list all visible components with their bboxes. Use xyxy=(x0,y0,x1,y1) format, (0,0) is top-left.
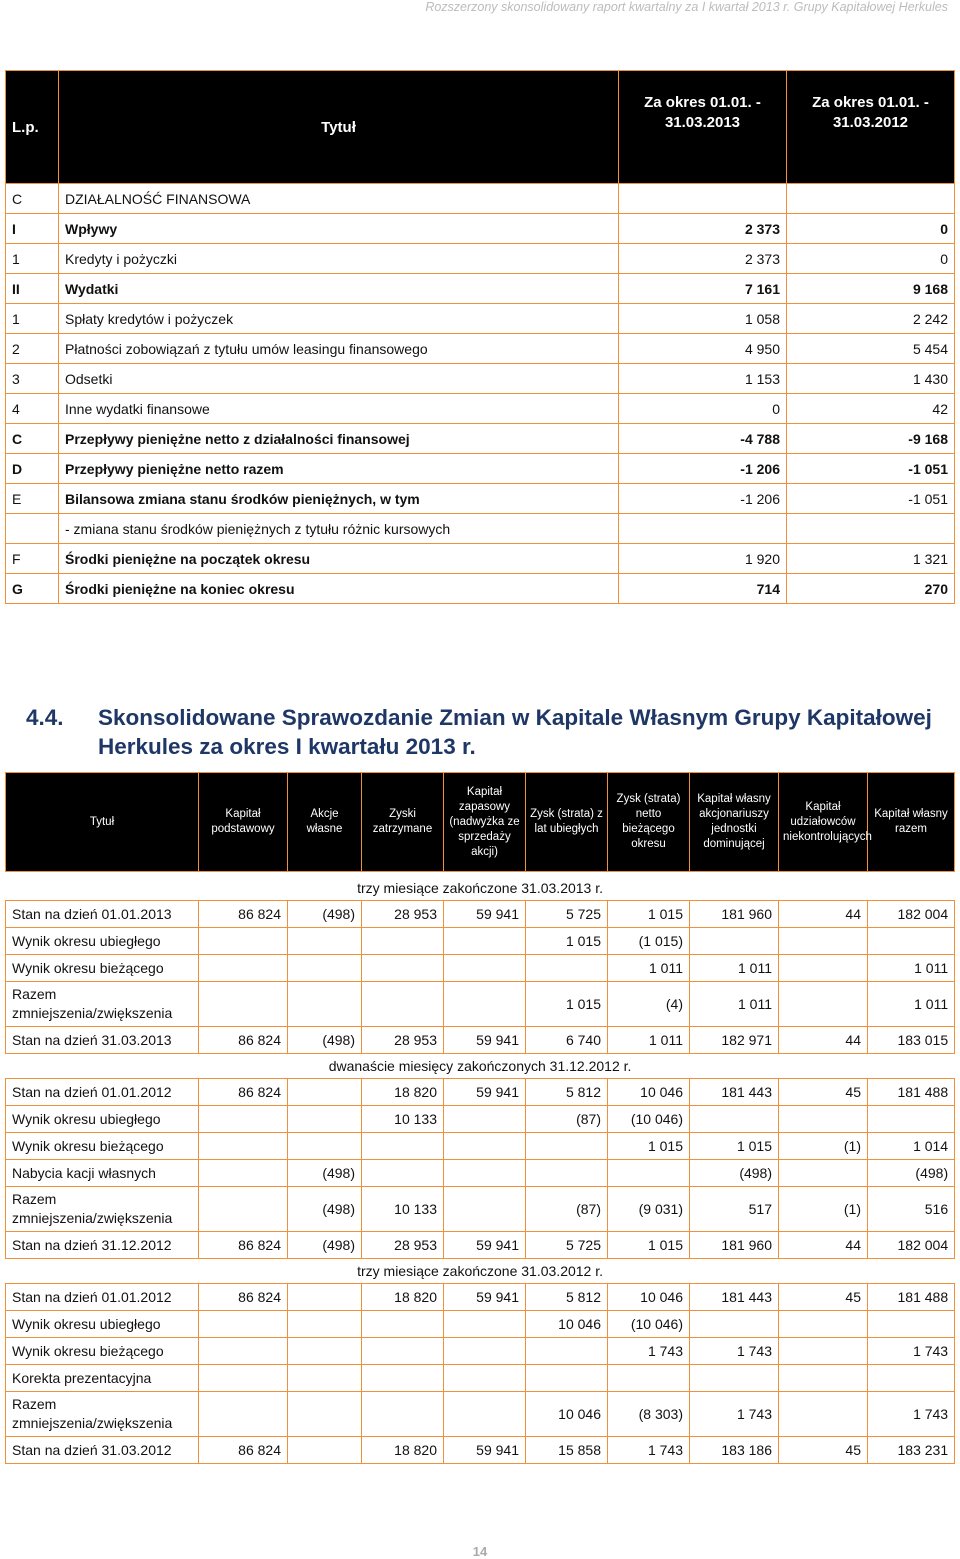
equity-period-title: dwanaście miesięcy zakończonych 31.12.2012 r. xyxy=(328,1058,632,1074)
cashflow-title: Odsetki xyxy=(59,364,619,394)
equity-cell xyxy=(199,1392,288,1437)
equity-cell: (498) xyxy=(288,1160,362,1187)
equity-row-label: Razem zmniejszenia/zwiększenia xyxy=(6,982,199,1027)
cashflow-row xyxy=(6,574,955,604)
cashflow-value-2012: 0 xyxy=(787,214,955,244)
cashflow-value-2013: 1 058 xyxy=(619,304,787,334)
equity-cell: (498) xyxy=(690,1160,779,1187)
cashflow-title: Wpływy xyxy=(59,214,619,244)
equity-cell: (4) xyxy=(608,982,690,1027)
equity-col-header: Kapitał podstawowy xyxy=(199,773,288,872)
equity-cell: 86 824 xyxy=(199,1027,288,1054)
cashflow-lp: 1 xyxy=(6,304,59,334)
equity-row xyxy=(6,1311,955,1338)
equity-col-header: Zyski zatrzymane xyxy=(362,773,444,872)
cashflow-lp: G xyxy=(6,574,59,604)
section-heading xyxy=(26,703,956,759)
page-number: 14 xyxy=(472,1544,488,1559)
equity-cell: 10 133 xyxy=(362,1106,444,1133)
cashflow-value-2012 xyxy=(787,184,955,214)
equity-cell: 1 011 xyxy=(690,982,779,1027)
equity-cell xyxy=(199,1338,288,1365)
cashflow-value-2013: 2 373 xyxy=(619,214,787,244)
equity-cell: (1) xyxy=(779,1187,868,1232)
equity-cell: 18 820 xyxy=(362,1284,444,1311)
equity-col-header: Kapitał udziałowców niekontrolujących xyxy=(779,773,868,872)
equity-cell: 45 xyxy=(779,1284,868,1311)
equity-cell: 1 743 xyxy=(868,1392,955,1437)
equity-cell: 5 812 xyxy=(526,1284,608,1311)
equity-cell xyxy=(199,955,288,982)
equity-row xyxy=(6,1338,955,1365)
equity-cell: 1 015 xyxy=(526,928,608,955)
cashflow-value-2013: 1 920 xyxy=(619,544,787,574)
equity-cell xyxy=(362,1365,444,1392)
section-number: 4.4. xyxy=(26,705,64,730)
equity-cell: 183 186 xyxy=(690,1437,779,1464)
equity-cell: 1 743 xyxy=(608,1338,690,1365)
equity-row-label: Stan na dzień 01.01.2012 xyxy=(6,1284,199,1311)
document-header: Rozszerzony skonsolidowany raport kwartalny za I kwartał 2013 r. Grupy Kapitałowej Herkules xyxy=(425,0,948,14)
cashflow-title: Środki pieniężne na koniec okresu xyxy=(59,574,619,604)
equity-cell: 517 xyxy=(690,1187,779,1232)
cashflow-title: Bilansowa zmiana stanu środków pieniężnych, w tym xyxy=(59,484,619,514)
equity-cell xyxy=(690,1311,779,1338)
cashflow-title: Przepływy pieniężne netto z działalności finansowej xyxy=(59,424,619,454)
equity-cell: 181 960 xyxy=(690,1232,779,1259)
equity-row-label: Wynik okresu ubiegłego xyxy=(6,928,199,955)
equity-cell xyxy=(444,1338,526,1365)
equity-cell xyxy=(362,1392,444,1437)
cashflow-row xyxy=(6,214,955,244)
equity-cell xyxy=(444,928,526,955)
equity-table xyxy=(5,876,955,1464)
cashflow-value-2013: 4 950 xyxy=(619,334,787,364)
equity-cell xyxy=(526,1365,608,1392)
cashflow-lp: 3 xyxy=(6,364,59,394)
equity-cell: (10 046) xyxy=(608,1106,690,1133)
cashflow-title: Przepływy pieniężne netto razem xyxy=(59,454,619,484)
equity-cell xyxy=(199,1106,288,1133)
equity-cell: 1 015 xyxy=(526,982,608,1027)
equity-row xyxy=(6,1133,955,1160)
equity-cell: 1 015 xyxy=(608,1232,690,1259)
equity-cell: 86 824 xyxy=(199,1284,288,1311)
equity-row-label: Korekta prezentacyjna xyxy=(6,1365,199,1392)
cashflow-row xyxy=(6,364,955,394)
cashflow-title: DZIAŁALNOŚĆ FINANSOWA xyxy=(59,184,619,214)
equity-cell: 18 820 xyxy=(362,1437,444,1464)
equity-row-label: Stan na dzień 31.03.2012 xyxy=(6,1437,199,1464)
cashflow-lp xyxy=(6,514,59,544)
equity-cell xyxy=(444,1392,526,1437)
equity-col-header: Akcje własne xyxy=(288,773,362,872)
equity-cell: 1 743 xyxy=(690,1392,779,1437)
equity-cell xyxy=(288,1106,362,1133)
cashflow-value-2013: -1 206 xyxy=(619,454,787,484)
equity-cell xyxy=(288,1365,362,1392)
equity-row xyxy=(6,1187,955,1232)
equity-cell xyxy=(288,982,362,1027)
cashflow-value-2012: 5 454 xyxy=(787,334,955,364)
equity-cell xyxy=(690,1106,779,1133)
cashflow-value-2012: -9 168 xyxy=(787,424,955,454)
equity-cell xyxy=(362,955,444,982)
cashflow-value-2013: -1 206 xyxy=(619,484,787,514)
equity-cell: 1 015 xyxy=(690,1133,779,1160)
cashflow-lp: C xyxy=(6,424,59,454)
equity-cell: 28 953 xyxy=(362,901,444,928)
equity-cell xyxy=(779,928,868,955)
equity-row xyxy=(6,1284,955,1311)
equity-col-header: Kapitał zapasowy (nadwyżka ze sprzedaży akcji) xyxy=(444,773,526,872)
equity-cell: 10 133 xyxy=(362,1187,444,1232)
equity-cell: 86 824 xyxy=(199,1232,288,1259)
equity-row-label: Razem zmniejszenia/zwiększenia xyxy=(6,1187,199,1232)
equity-cell xyxy=(868,1311,955,1338)
equity-cell: 1 743 xyxy=(868,1338,955,1365)
equity-cell xyxy=(362,982,444,1027)
cashflow-value-2013: 7 161 xyxy=(619,274,787,304)
equity-cell xyxy=(199,928,288,955)
equity-cell: 181 960 xyxy=(690,901,779,928)
cashflow-row xyxy=(6,484,955,514)
equity-row-label: Wynik okresu bieżącego xyxy=(6,1133,199,1160)
cashflow-value-2012: 42 xyxy=(787,394,955,424)
cashflow-row xyxy=(6,454,955,484)
equity-row xyxy=(6,1232,955,1259)
equity-cell: 44 xyxy=(779,901,868,928)
equity-cell xyxy=(690,1365,779,1392)
equity-cell: (498) xyxy=(288,1232,362,1259)
cashflow-lp: 2 xyxy=(6,334,59,364)
equity-cell: 6 740 xyxy=(526,1027,608,1054)
equity-cell: (10 046) xyxy=(608,1311,690,1338)
equity-row-label: Stan na dzień 01.01.2012 xyxy=(6,1079,199,1106)
equity-cell xyxy=(199,1187,288,1232)
equity-cell xyxy=(362,1133,444,1160)
equity-cell: 59 941 xyxy=(444,1027,526,1054)
cashflow-row xyxy=(6,334,955,364)
cashflow-value-2012 xyxy=(787,514,955,544)
equity-cell xyxy=(288,1437,362,1464)
equity-cell: 182 971 xyxy=(690,1027,779,1054)
cashflow-value-2012: 270 xyxy=(787,574,955,604)
cashflow-value-2013 xyxy=(619,184,787,214)
equity-col-header: Zysk (strata) netto bieżącego okresu xyxy=(608,773,690,872)
equity-cell xyxy=(288,1133,362,1160)
equity-cell: 1 014 xyxy=(868,1133,955,1160)
equity-period-row xyxy=(6,876,955,901)
equity-cell xyxy=(288,955,362,982)
equity-cell xyxy=(526,955,608,982)
equity-row xyxy=(6,955,955,982)
equity-row xyxy=(6,901,955,928)
cashflow-title: Inne wydatki finansowe xyxy=(59,394,619,424)
cashflow-lp: 1 xyxy=(6,244,59,274)
equity-cell xyxy=(362,1338,444,1365)
cashflow-row xyxy=(6,514,955,544)
equity-row-label: Wynik okresu bieżącego xyxy=(6,1338,199,1365)
cashflow-value-2012: 1 321 xyxy=(787,544,955,574)
col-lp: L.p. xyxy=(6,71,59,184)
equity-cell: 1 011 xyxy=(608,1027,690,1054)
cashflow-lp: D xyxy=(6,454,59,484)
cashflow-lp: F xyxy=(6,544,59,574)
equity-cell xyxy=(444,1311,526,1338)
equity-row xyxy=(6,1106,955,1133)
equity-cell: 28 953 xyxy=(362,1232,444,1259)
equity-cell: 10 046 xyxy=(526,1392,608,1437)
equity-cell xyxy=(608,1365,690,1392)
equity-cell: 5 812 xyxy=(526,1079,608,1106)
equity-cell: 181 488 xyxy=(868,1079,955,1106)
equity-cell xyxy=(779,1338,868,1365)
cashflow-title: Płatności zobowiązań z tytułu umów leasingu finansowego xyxy=(59,334,619,364)
equity-cell xyxy=(362,928,444,955)
equity-period-title: trzy miesiące zakończone 31.03.2013 r. xyxy=(357,880,604,896)
equity-row-label: Stan na dzień 01.01.2013 xyxy=(6,901,199,928)
equity-period-row xyxy=(6,1054,955,1079)
equity-row-label: Stan na dzień 31.12.2012 xyxy=(6,1232,199,1259)
equity-cell: 183 231 xyxy=(868,1437,955,1464)
equity-col-header: Kapitał własny razem xyxy=(868,773,955,872)
equity-row xyxy=(6,928,955,955)
cashflow-value-2012: 1 430 xyxy=(787,364,955,394)
equity-cell: 59 941 xyxy=(444,1284,526,1311)
cashflow-value-2013: 2 373 xyxy=(619,244,787,274)
equity-row-label: Stan na dzień 31.03.2013 xyxy=(6,1027,199,1054)
cashflow-row xyxy=(6,424,955,454)
equity-cell xyxy=(779,1311,868,1338)
equity-cell: (8 303) xyxy=(608,1392,690,1437)
equity-col-header: Tytuł xyxy=(6,773,199,872)
cashflow-value-2012: 2 242 xyxy=(787,304,955,334)
equity-cell xyxy=(444,1106,526,1133)
col-period-2012: Za okres 01.01. - 31.03.2012 xyxy=(787,71,955,184)
cashflow-row xyxy=(6,244,955,274)
equity-cell: 59 941 xyxy=(444,1232,526,1259)
equity-cell: 1 011 xyxy=(868,982,955,1027)
cashflow-value-2013: 714 xyxy=(619,574,787,604)
equity-cell xyxy=(444,955,526,982)
equity-cell xyxy=(779,1365,868,1392)
equity-cell xyxy=(444,1187,526,1232)
equity-cell: 1 743 xyxy=(608,1437,690,1464)
equity-cell: 10 046 xyxy=(608,1079,690,1106)
equity-cell xyxy=(444,1160,526,1187)
cashflow-value-2013 xyxy=(619,514,787,544)
equity-row xyxy=(6,982,955,1027)
col-title: Tytuł xyxy=(59,71,619,184)
equity-cell: 1 743 xyxy=(690,1338,779,1365)
cashflow-lp: I xyxy=(6,214,59,244)
equity-cell xyxy=(199,1160,288,1187)
cashflow-value-2012: -1 051 xyxy=(787,454,955,484)
cashflow-row xyxy=(6,184,955,214)
equity-row-label: Wynik okresu ubiegłego xyxy=(6,1106,199,1133)
equity-period-row xyxy=(6,1259,955,1284)
equity-cell xyxy=(288,928,362,955)
equity-cell xyxy=(444,982,526,1027)
cashflow-row xyxy=(6,274,955,304)
equity-cell xyxy=(779,1106,868,1133)
equity-cell: 1 015 xyxy=(608,901,690,928)
equity-cell xyxy=(288,1392,362,1437)
equity-cell: 1 011 xyxy=(690,955,779,982)
equity-row xyxy=(6,1160,955,1187)
cashflow-lp: II xyxy=(6,274,59,304)
equity-period-title: trzy miesiące zakończone 31.03.2012 r. xyxy=(357,1263,604,1279)
cashflow-row xyxy=(6,544,955,574)
equity-col-header: Zysk (strata) z lat ubiegłych xyxy=(526,773,608,872)
cashflow-value-2013: 1 153 xyxy=(619,364,787,394)
equity-cell xyxy=(868,1106,955,1133)
equity-cell: (87) xyxy=(526,1106,608,1133)
equity-cell: 15 858 xyxy=(526,1437,608,1464)
equity-cell: (87) xyxy=(526,1187,608,1232)
cashflow-header-row xyxy=(6,71,955,184)
col-period-2013: Za okres 01.01. - 31.03.2013 xyxy=(619,71,787,184)
equity-cell xyxy=(526,1338,608,1365)
equity-row-label: Wynik okresu bieżącego xyxy=(6,955,199,982)
equity-cell: (498) xyxy=(288,1187,362,1232)
equity-cell xyxy=(199,1133,288,1160)
equity-cell: 5 725 xyxy=(526,1232,608,1259)
equity-cell xyxy=(526,1133,608,1160)
equity-cell xyxy=(362,1311,444,1338)
equity-cell: (1) xyxy=(779,1133,868,1160)
equity-cell: (498) xyxy=(288,901,362,928)
equity-cell: 28 953 xyxy=(362,1027,444,1054)
equity-cell xyxy=(444,1133,526,1160)
cashflow-row xyxy=(6,394,955,424)
equity-cell: (1 015) xyxy=(608,928,690,955)
equity-cell: 183 015 xyxy=(868,1027,955,1054)
cashflow-title: Środki pieniężne na początek okresu xyxy=(59,544,619,574)
equity-row-label: Nabycia kacji własnych xyxy=(6,1160,199,1187)
equity-row xyxy=(6,1027,955,1054)
cashflow-value-2013: 0 xyxy=(619,394,787,424)
equity-cell xyxy=(199,982,288,1027)
equity-cell: 44 xyxy=(779,1027,868,1054)
equity-cell: 86 824 xyxy=(199,1437,288,1464)
equity-cell: 1 011 xyxy=(868,955,955,982)
equity-cell: (9 031) xyxy=(608,1187,690,1232)
equity-cell: 45 xyxy=(779,1437,868,1464)
equity-cell xyxy=(362,1160,444,1187)
equity-cell: 59 941 xyxy=(444,901,526,928)
equity-row xyxy=(6,1437,955,1464)
equity-cell: 18 820 xyxy=(362,1079,444,1106)
cashflow-title: - zmiana stanu środków pieniężnych z tytułu różnic kursowych xyxy=(59,514,619,544)
equity-cell: 86 824 xyxy=(199,901,288,928)
equity-cell: 516 xyxy=(868,1187,955,1232)
equity-cell: 181 488 xyxy=(868,1284,955,1311)
equity-cell xyxy=(288,1284,362,1311)
equity-header-row xyxy=(6,773,955,872)
equity-cell xyxy=(199,1365,288,1392)
equity-col-header: Kapitał własny akcjonariuszy jednostki dominującej xyxy=(690,773,779,872)
equity-cell xyxy=(199,1311,288,1338)
equity-row xyxy=(6,1365,955,1392)
equity-cell: 44 xyxy=(779,1232,868,1259)
equity-cell: 182 004 xyxy=(868,1232,955,1259)
cashflow-lp: E xyxy=(6,484,59,514)
equity-cell xyxy=(444,1365,526,1392)
equity-cell: (498) xyxy=(288,1027,362,1054)
cashflow-title: Spłaty kredytów i pożyczek xyxy=(59,304,619,334)
equity-cell: 86 824 xyxy=(199,1079,288,1106)
equity-cell xyxy=(779,982,868,1027)
equity-cell: 45 xyxy=(779,1079,868,1106)
equity-cell: 59 941 xyxy=(444,1437,526,1464)
cashflow-title: Wydatki xyxy=(59,274,619,304)
equity-cell xyxy=(288,1311,362,1338)
equity-cell xyxy=(868,928,955,955)
cashflow-title: Kredyty i pożyczki xyxy=(59,244,619,274)
cashflow-lp: C xyxy=(6,184,59,214)
cashflow-value-2012: 9 168 xyxy=(787,274,955,304)
equity-cell: 182 004 xyxy=(868,901,955,928)
equity-cell xyxy=(608,1160,690,1187)
equity-cell: (498) xyxy=(868,1160,955,1187)
equity-cell: 10 046 xyxy=(526,1311,608,1338)
equity-cell xyxy=(779,1392,868,1437)
cashflow-value-2012: 0 xyxy=(787,244,955,274)
equity-cell xyxy=(288,1079,362,1106)
section-title: Skonsolidowane Sprawozdanie Zmian w Kapitale Własnym Grupy Kapitałowej Herkules za okres I kwartału 2013 r. xyxy=(98,705,932,759)
equity-row xyxy=(6,1392,955,1437)
equity-cell xyxy=(779,1160,868,1187)
equity-cell: 1 015 xyxy=(608,1133,690,1160)
equity-cell: 59 941 xyxy=(444,1079,526,1106)
cashflow-row xyxy=(6,304,955,334)
equity-cell: 181 443 xyxy=(690,1079,779,1106)
equity-cell: 10 046 xyxy=(608,1284,690,1311)
equity-cell xyxy=(779,955,868,982)
equity-cell: 181 443 xyxy=(690,1284,779,1311)
cashflow-value-2013: -4 788 xyxy=(619,424,787,454)
equity-header-table xyxy=(5,772,955,872)
equity-cell xyxy=(868,1365,955,1392)
equity-cell xyxy=(526,1160,608,1187)
equity-row-label: Wynik okresu ubiegłego xyxy=(6,1311,199,1338)
cashflow-table xyxy=(5,70,955,604)
equity-cell: 5 725 xyxy=(526,901,608,928)
equity-row-label: Razem zmniejszenia/zwiększenia xyxy=(6,1392,199,1437)
cashflow-value-2012: -1 051 xyxy=(787,484,955,514)
equity-cell xyxy=(288,1338,362,1365)
equity-row xyxy=(6,1079,955,1106)
cashflow-lp: 4 xyxy=(6,394,59,424)
equity-cell: 1 011 xyxy=(608,955,690,982)
equity-cell xyxy=(690,928,779,955)
